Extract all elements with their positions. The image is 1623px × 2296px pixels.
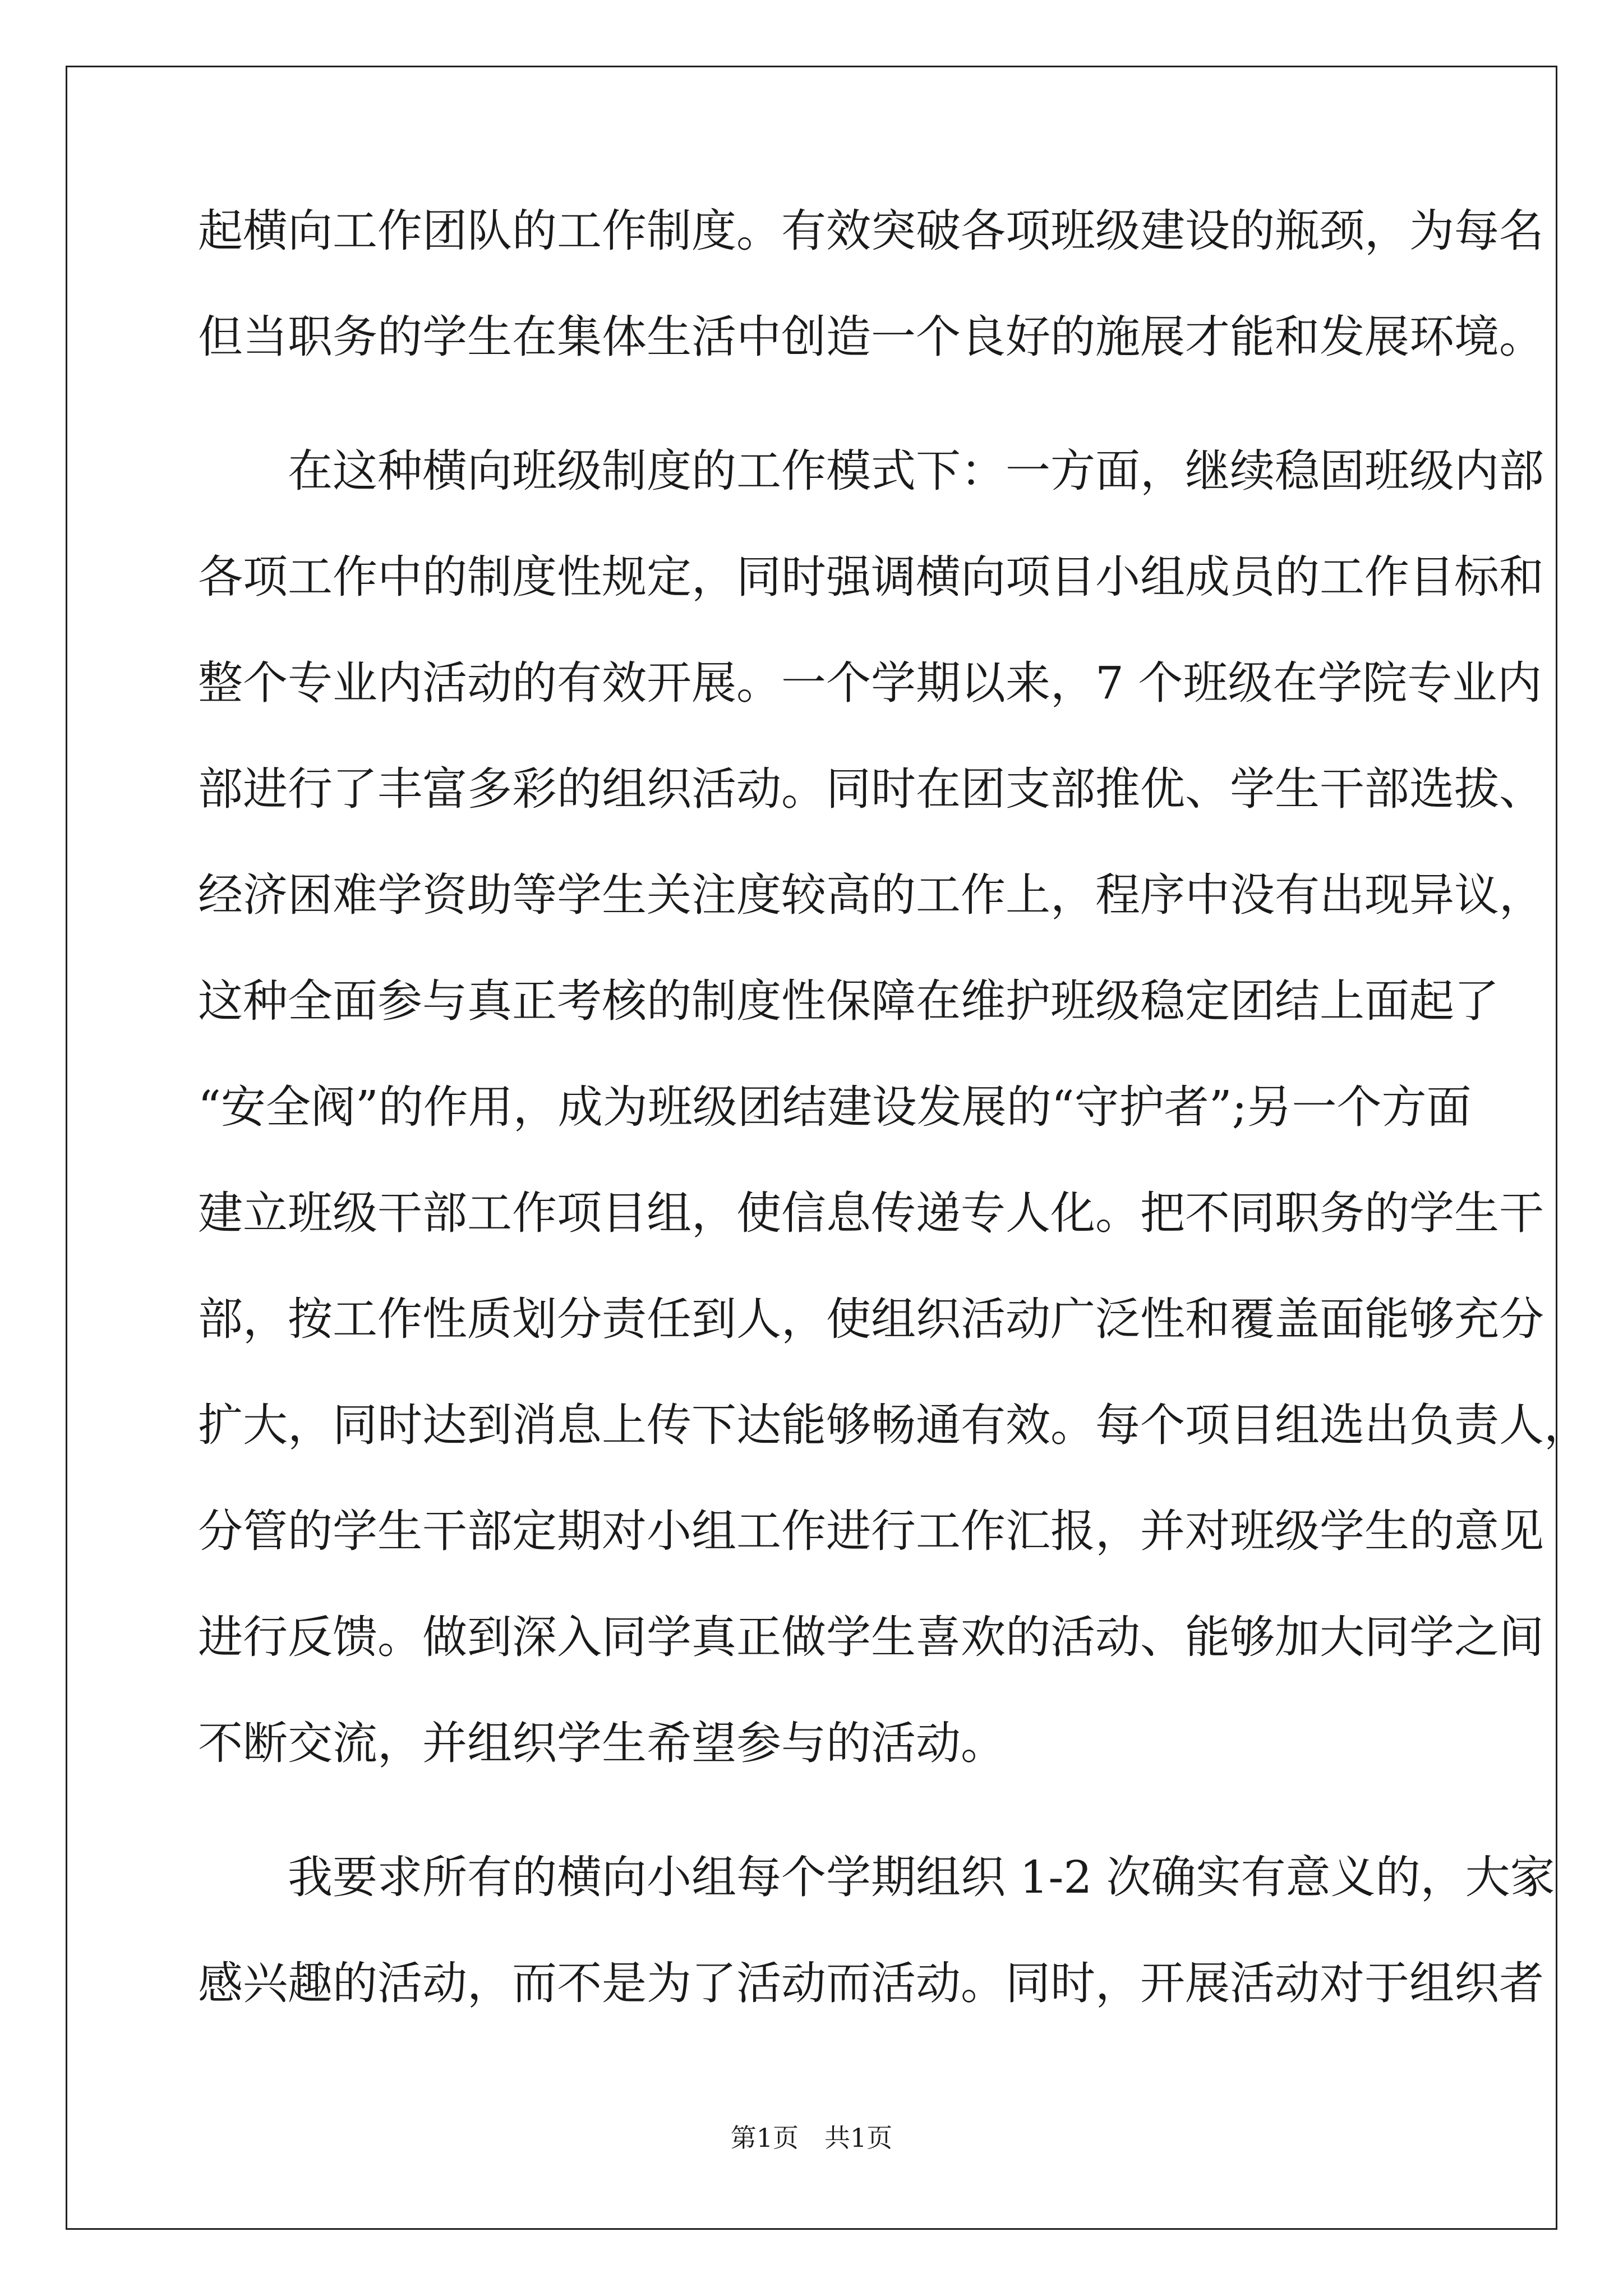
text-line: 感兴趣的活动，而不是为了活动而活动。同时，开展活动对于组织者 [198, 1957, 1544, 2009]
text-line: 建立班级干部工作项目组，使信息传递专人化。把不同职务的学生干 [198, 1187, 1544, 1239]
text-line: 扩大，同时达到消息上传下达能够畅通有效。每个项目组选出负责人， [198, 1399, 1589, 1451]
text-line: 不断交流，并组织学生希望参与的活动。 [198, 1717, 1006, 1769]
page-footer: 第1页 共1页 [730, 2123, 893, 2153]
paragraph-first-line: 我要求所有的横向小组每个学期组织 1-2 次确实有意义的，大家 [198, 1851, 1555, 1903]
text-line: 起横向工作团队的工作制度。有效突破各项班级建设的瓶颈，为每名 [198, 205, 1544, 257]
text-line: 部进行了丰富多彩的组织活动。同时在团支部推优、学生干部选拔、 [198, 763, 1544, 815]
text-line: 进行反馈。做到深入同学真正做学生喜欢的活动、能够加大同学之间 [198, 1611, 1544, 1663]
text-line: “安全阀”的作用，成为班级团结建设发展的“守护者”;另一个方面 [198, 1081, 1472, 1133]
text-line: 部，按工作性质划分责任到人，使组织活动广泛性和覆盖面能够充分 [198, 1293, 1544, 1345]
text-line: 经济困难学资助等学生关注度较高的工作上，程序中没有出现异议， [198, 869, 1544, 921]
text-line: 这种全面参与真正考核的制度性保障在维护班级稳定团结上面起了 [198, 975, 1499, 1027]
text-line: 各项工作中的制度性规定，同时强调横向项目小组成员的工作目标和 [198, 551, 1544, 603]
text-line: 但当职务的学生在集体生活中创造一个良好的施展才能和发展环境。 [198, 311, 1544, 363]
page-border [66, 66, 1557, 2230]
paragraph-first-line: 在这种横向班级制度的工作模式下：一方面，继续稳固班级内部 [198, 445, 1544, 497]
text-line: 分管的学生干部定期对小组工作进行工作汇报，并对班级学生的意见 [198, 1505, 1544, 1557]
text-line: 整个专业内活动的有效开展。一个学期以来，7 个班级在学院专业内 [198, 657, 1542, 709]
